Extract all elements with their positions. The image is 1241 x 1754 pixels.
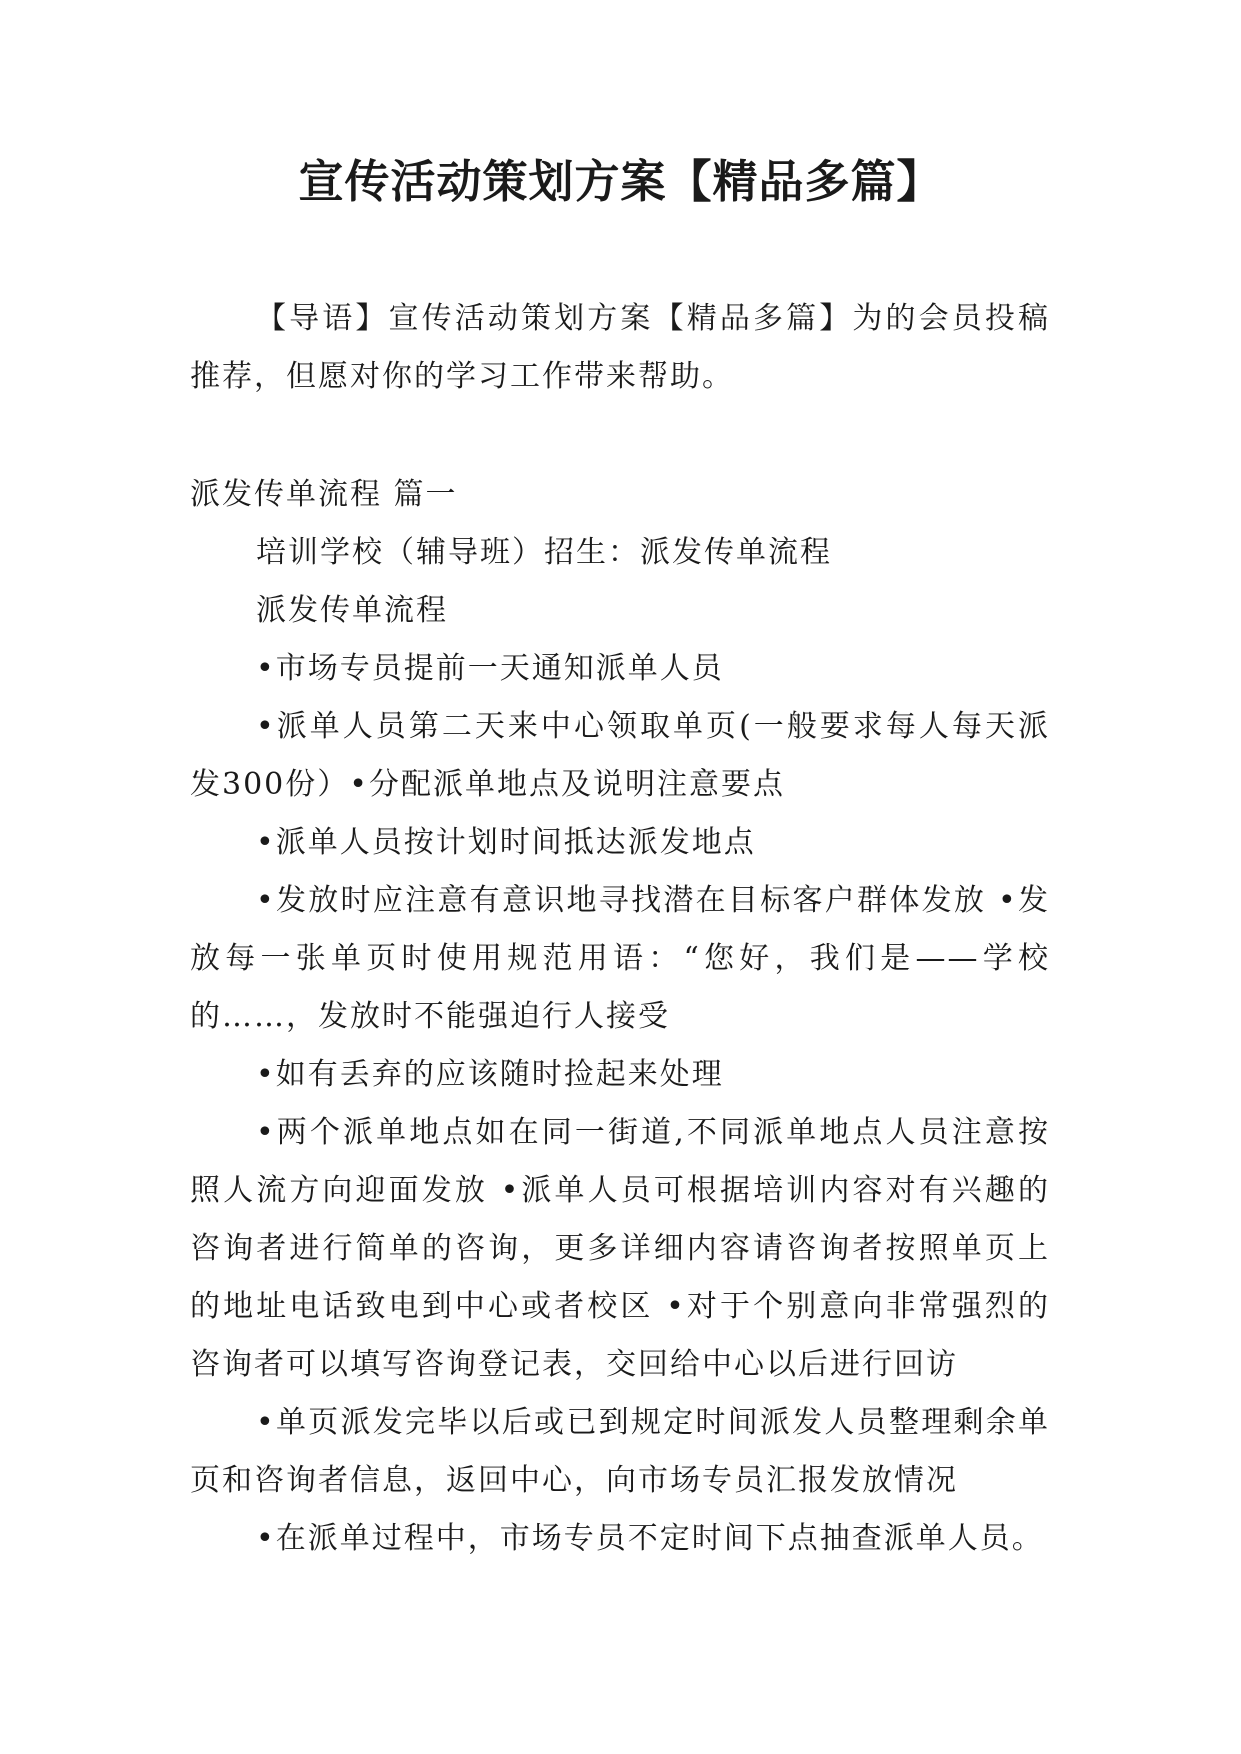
body-paragraph: •市场专员提前一天通知派单人员 [256,651,724,686]
body-paragraph: •两个派单地点如在同一街道,不同派单地点人员注意按照人流方向迎面发放 •派单人员可根据培训内容对有兴趣的咨询者进行简单的咨询，更多详细内容请咨询者按照单页上的地址电话致电到中心或者校区 •对于个别意向非常强烈的咨询者可以填写咨询登记表，交回给中心以后进行回访 [190,1115,1050,1382]
document-title: 宣传活动策划方案【精品多篇】 [298,155,943,208]
body-paragraph: •单页派发完毕以后或已到规定时间派发人员整理剩余单页和咨询者信息，返回中心，向市场专员汇报发放情况 [190,1405,1050,1498]
document-body [190,290,1050,1568]
body-paragraph: •在派单过程中，市场专员不定时间下点抽查派单人员。 [256,1521,1044,1556]
intro-paragraph: 【导语】宣传活动策划方案【精品多篇】为的会员投稿推荐，但愿对你的学习工作带来帮助。 [190,301,1050,394]
section-heading: 派发传单流程 篇一 [190,477,458,512]
body-paragraph: •如有丢弃的应该随时捡起来处理 [256,1057,724,1092]
body-paragraph: •派单人员按计划时间抵达派发地点 [256,825,756,860]
body-paragraph: 派发传单流程 [256,593,448,628]
body-paragraph: •发放时应注意有意识地寻找潜在目标客户群体发放 •发放每一张单页时使用规范用语：“您好，我们是——学校的……，发放时不能强迫行人接受 [190,883,1050,1034]
spacer [190,406,1050,466]
body-paragraph: •派单人员第二天来中心领取单页(一般要求每人每天派发300份）•分配派单地点及说明注意要点 [190,709,1050,802]
body-paragraph: 培训学校（辅导班）招生：派发传单流程 [256,535,832,570]
